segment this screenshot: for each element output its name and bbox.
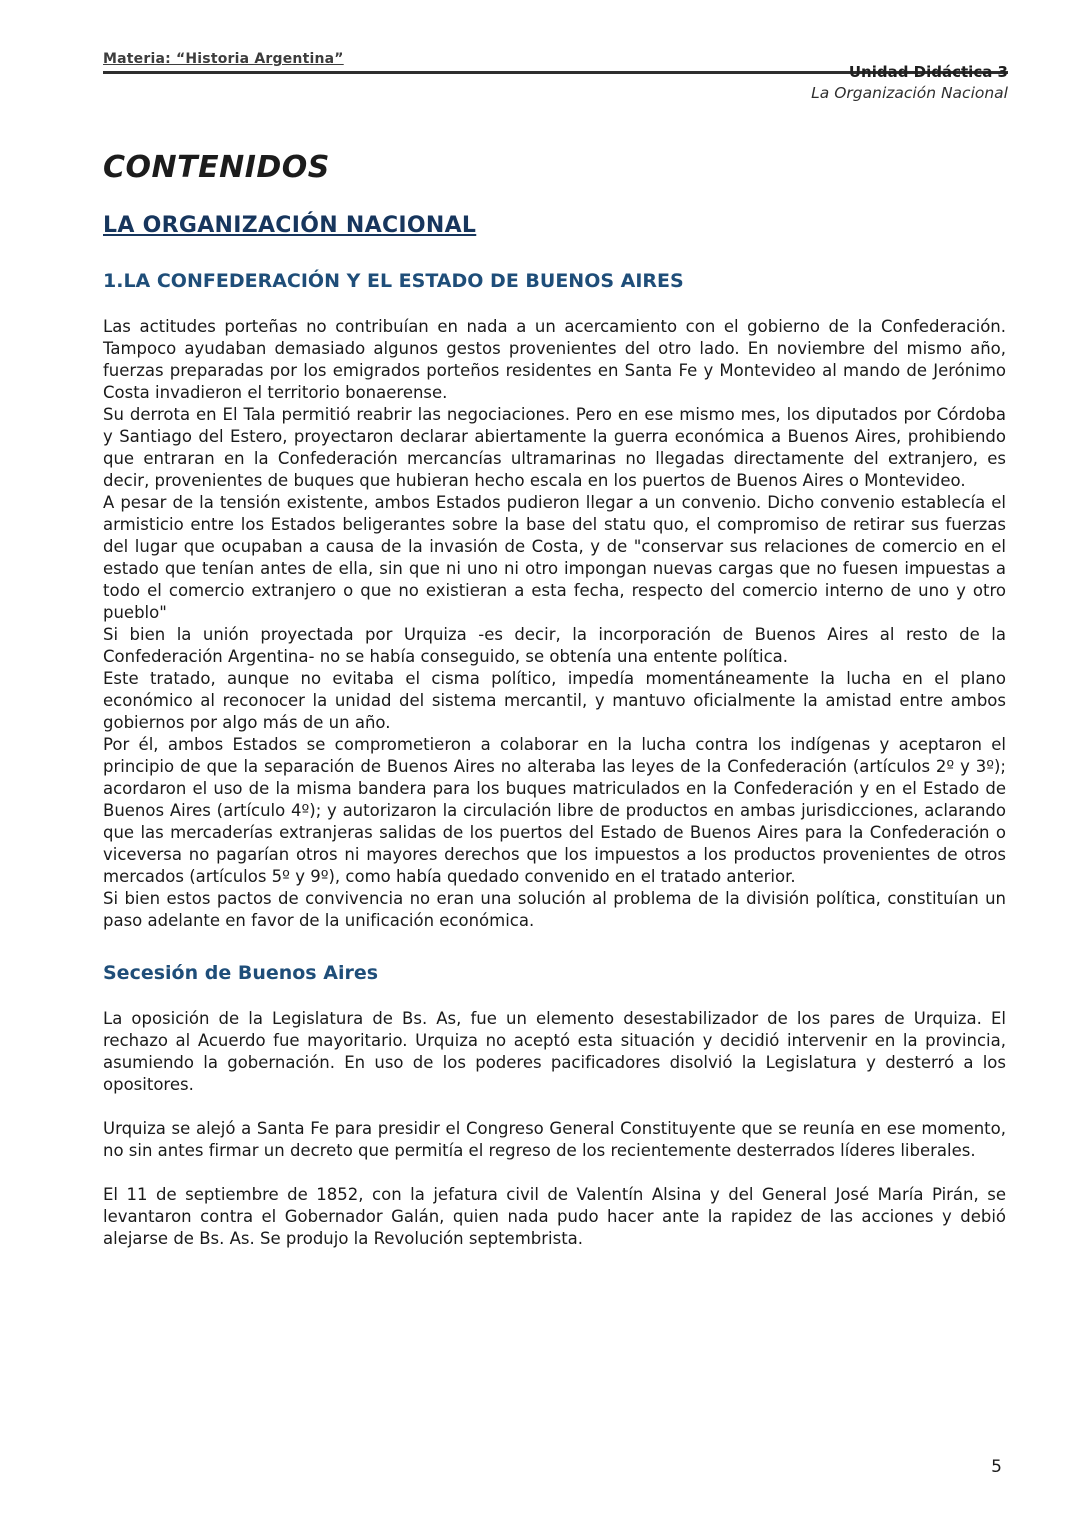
- page-number: 5: [991, 1457, 1002, 1477]
- section-secesion: [103, 962, 1006, 1250]
- paragraph: Urquiza se alejó a Santa Fe para presidir el Congreso General Constituyente que se reunía en ese momento, no sin antes firmar un decreto que permitía el regreso de los recientemente desterrados líderes liberales.: [103, 1119, 1006, 1160]
- page-title: CONTENIDOS: [103, 150, 330, 185]
- course-label: Materia: “Historia Argentina”: [103, 51, 344, 67]
- paragraph: Su derrota en El Tala permitió reabrir las negociaciones. Pero en ese mismo mes, los diputados por Córdoba y Santiago del Estero, proyectaron declarar abiertamente la guerra económica a Buenos Aires, prohibiendo que entraran en la Confederación mercancías ultramarinas no llegadas directamente del extranjero, es decir, provenientes de buques que hubieran hecho escala en los puertos de Buenos Aires o Montevideo.: [103, 405, 1006, 490]
- document-body: [103, 150, 1006, 1250]
- section2-heading: Secesión de Buenos Aires: [103, 962, 379, 984]
- unit-label: Unidad Didáctica 3: [848, 63, 1008, 81]
- paragraph: Si bien la unión proyectada por Urquiza -es decir, la incorporación de Buenos Aires al resto de la Confederación Argentina- no se había conseguido, se obtenía una entente política.: [103, 625, 1006, 666]
- paragraph: La oposición de la Legislatura de Bs. As, fue un elemento desestabilizador de los pares de Urquiza. El rechazo al Acuerdo fue mayoritario. Urquiza no aceptó esta situación y decidió intervenir en la provincia, asumiendo la gobernación. En uso de los poderes pacificadores disolvió la Legislatura y desterró a los opositores.: [103, 1009, 1006, 1094]
- paragraph: A pesar de la tensión existente, ambos Estados pudieron llegar a un convenio. Dicho convenio establecía el armisticio entre los Estados beligerantes sobre la base del statu quo, el compromiso de retirar sus fuerzas del lugar que ocupaban a causa de la invasión de Costa, y de "conservar sus relaciones de comercio en el estado que tenían antes de ella, sin que ni uno ni otro impongan nuevas cargas que no fuesen impuestas a todo el comercio extranjero o que no existieran a esta fecha, respecto del comercio interno de uno y otro pueblo": [103, 493, 1006, 622]
- main-heading: LA ORGANIZACIÓN NACIONAL: [103, 213, 477, 238]
- header-right: [103, 62, 1008, 102]
- page-header: [103, 48, 1008, 102]
- paragraph: Si bien estos pactos de convivencia no eran una solución al problema de la división política, constituían un paso adelante en favor de la unificación económica.: [103, 889, 1006, 930]
- paragraph: El 11 de septiembre de 1852, con la jefatura civil de Valentín Alsina y del General José María Pirán, se levantaron contra el Gobernador Galán, quien nada pudo hacer ante la rapidez de las acciones y debió alejarse de Bs. As. Se produjo la Revolución septembrista.: [103, 1185, 1006, 1248]
- unit-subtitle: La Organización Nacional: [811, 84, 1008, 102]
- paragraph: Las actitudes porteñas no contribuían en nada a un acercamiento con el gobierno de la Confederación. Tampoco ayudaban demasiado algunos gestos provenientes del otro lado. En noviembre del mismo año, fuerzas preparadas por los emigrados porteños residentes en Santa Fe y Montevideo al mando de Jerónimo Costa invadieron el territorio bonaerense.: [103, 317, 1006, 402]
- section-confederacion: [103, 270, 1006, 932]
- section1-paragraphs: [103, 316, 1006, 932]
- paragraph: Este tratado, aunque no evitaba el cisma político, impedía momentáneamente la lucha en el plano económico al reconocer la unidad del sistema mercantil, y mantuvo oficialmente la amistad entre ambos gobiernos por algo más de un año.: [103, 669, 1006, 732]
- section1-heading: 1.LA CONFEDERACIÓN Y EL ESTADO DE BUENOS AIRES: [103, 270, 684, 292]
- section2-paragraphs: [103, 1008, 1006, 1250]
- paragraph: Por él, ambos Estados se comprometieron a colaborar en la lucha contra los indígenas y aceptaron el principio de que la separación de Buenos Aires no alteraba las leyes de la Confederación (artículos 2º y 3º); acordaron el uso de la misma bandera para los buques matriculados en la Confederación y en el Estado de Buenos Aires (artículo 4º); y autorizaron la circulación libre de productos en ambas jurisdicciones, aclarando que las mercaderías extranjeras salidas de los puertos del Estado de Buenos Aires para la Confederación o viceversa no pagarían otros ni mayores derechos que los impuestos a los productos provenientes de otros mercados (artículos 5º y 9º), como había quedado convenido en el tratado anterior.: [103, 735, 1006, 886]
